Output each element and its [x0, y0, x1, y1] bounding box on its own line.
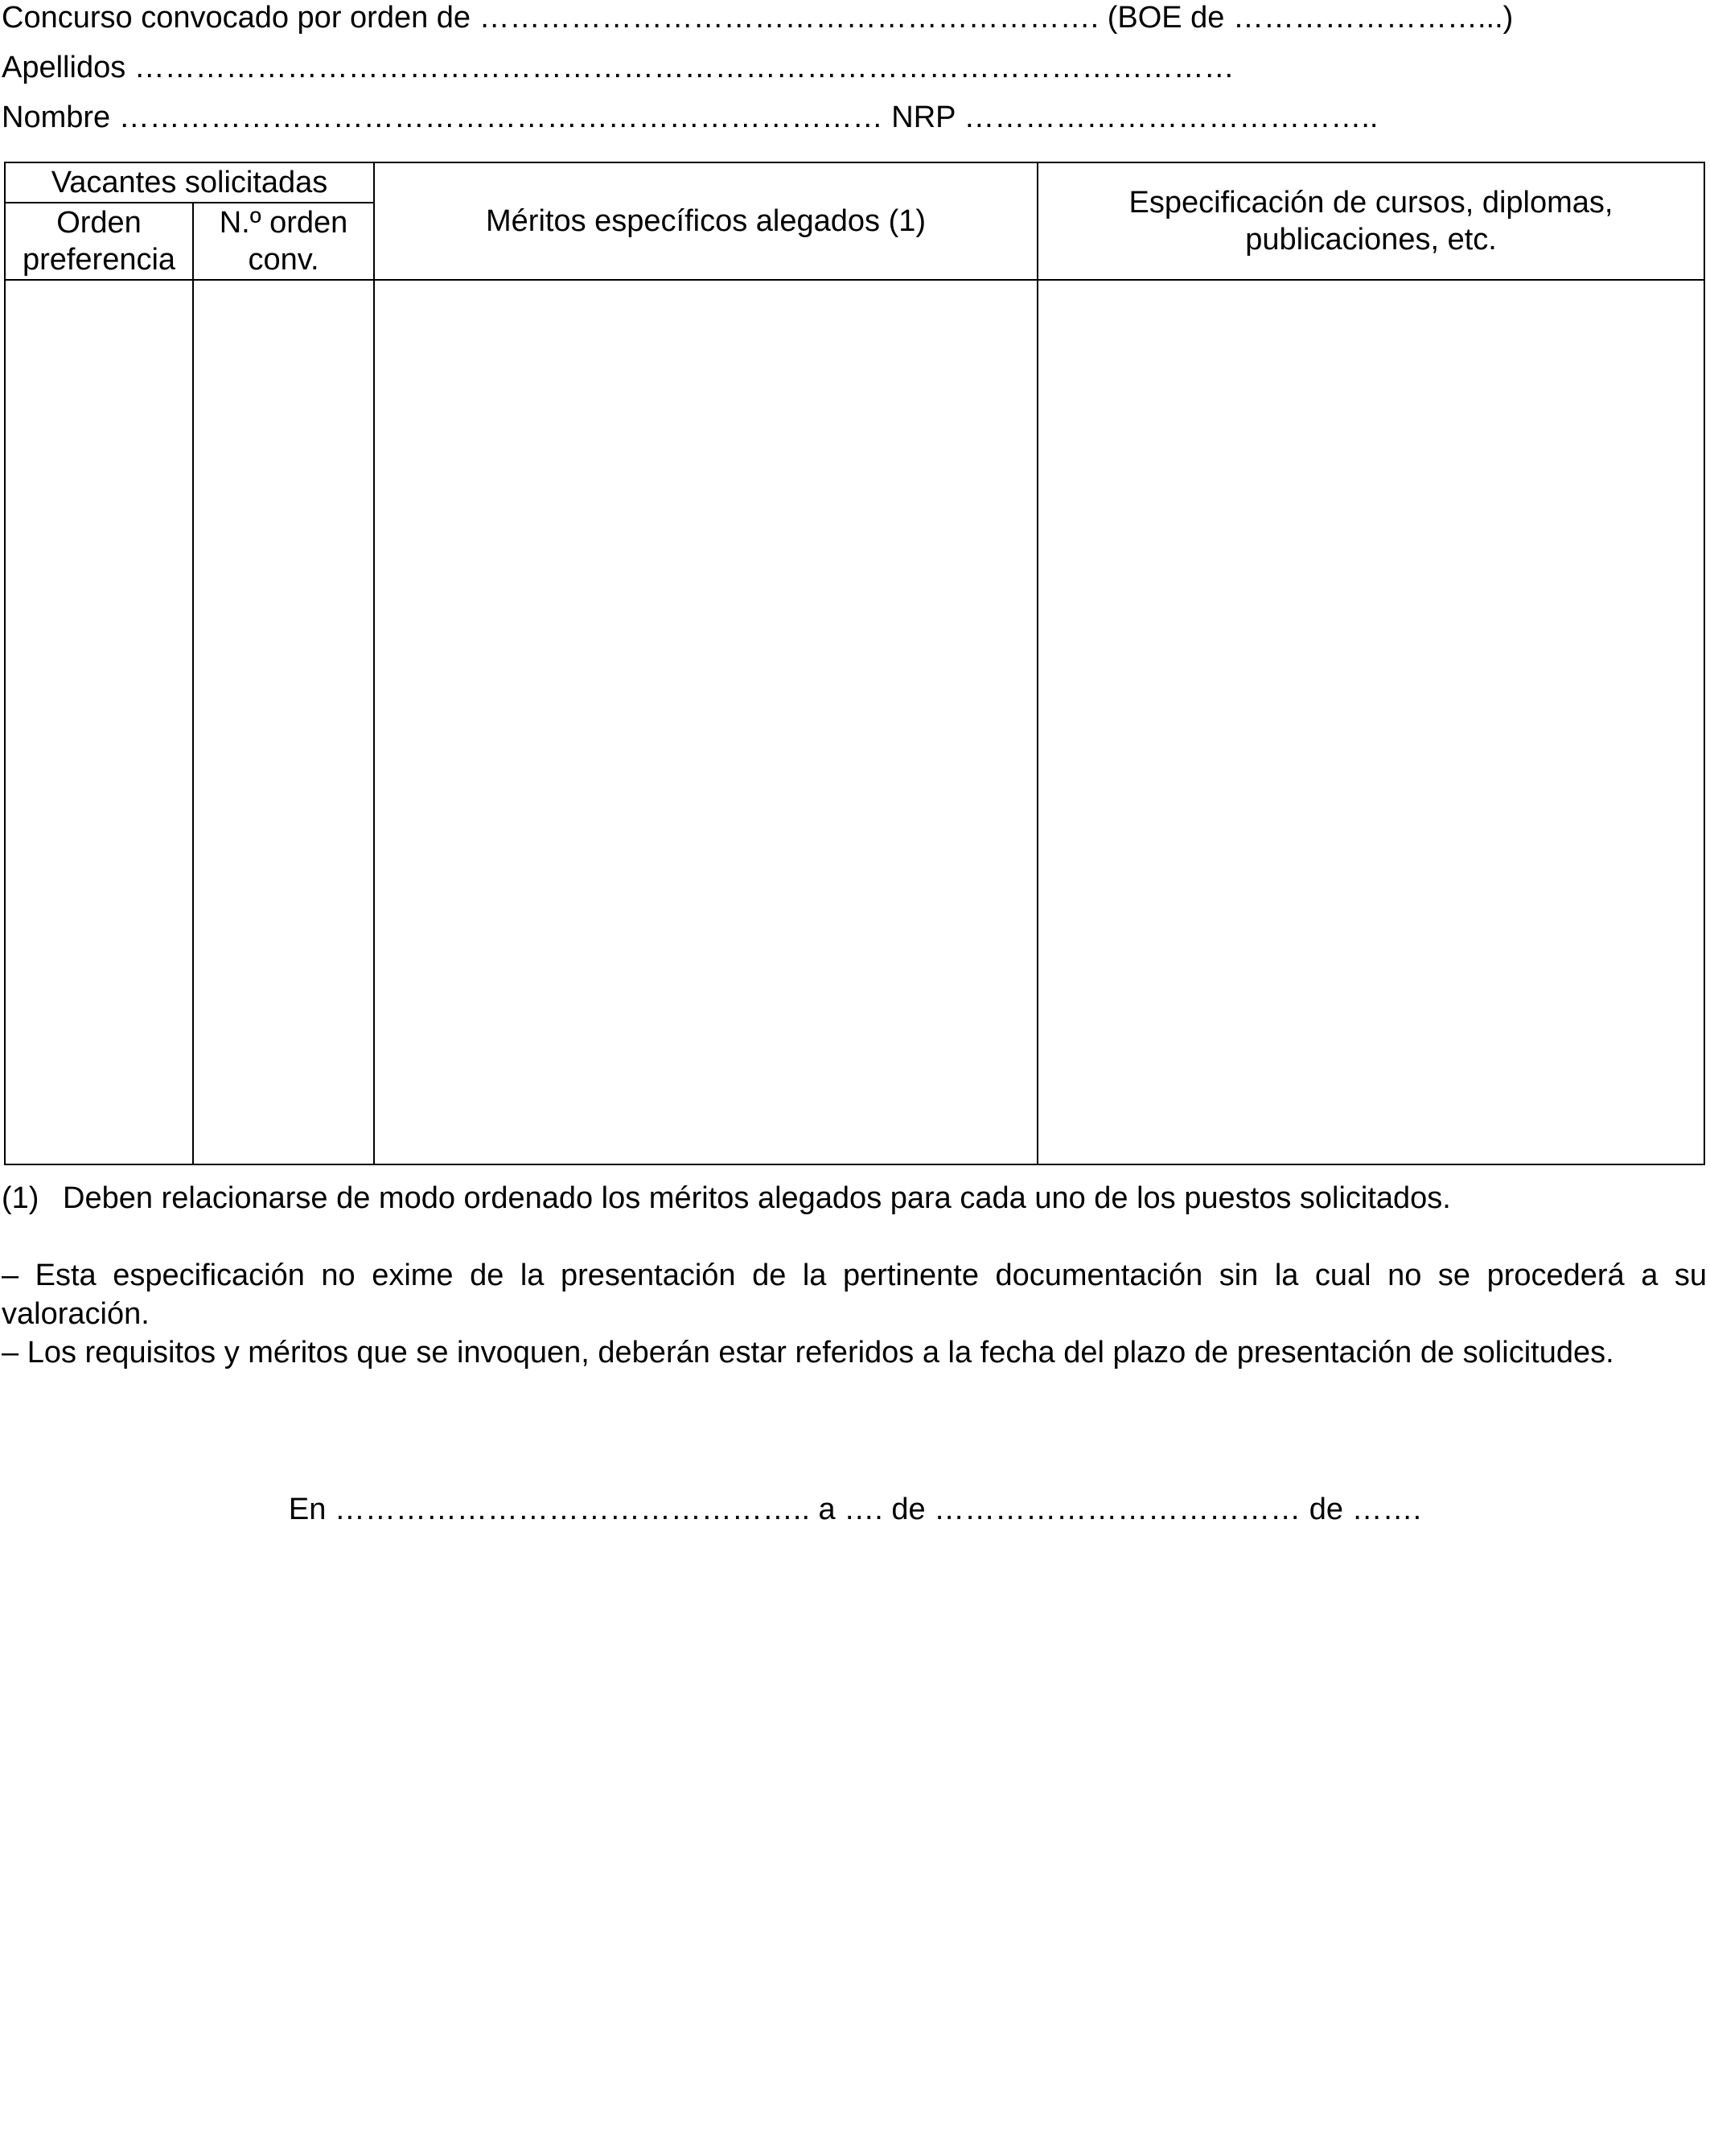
- vacantes-header: Vacantes solicitadas: [5, 162, 374, 203]
- numero-orden-header: N.º orden conv.: [193, 203, 374, 280]
- table-row: [5, 280, 1704, 1164]
- meritos-header: Méritos específicos alegados (1): [374, 162, 1038, 280]
- place-date-line: En ……………………………………….. a …. de ……………………………… de …….: [288, 1493, 1422, 1526]
- note-documentation: – Esta especificación no exime de la presentación de la pertinente documentación sin la cual no se procederá a su valoración.: [2, 1259, 1707, 1331]
- note-requirements: – Los requisitos y méritos que se invoquen, deberán estar referidos a la fecha del plazo de presentación de solicitudes.: [2, 1336, 1614, 1370]
- especificacion-cell[interactable]: [1038, 280, 1704, 1164]
- concurso-line: Concurso convocado por orden de ……………………………………………………. (BOE de ……………………...): [2, 1, 1514, 35]
- footnote: [2, 1179, 1707, 1218]
- orden-preferencia-cell[interactable]: [5, 280, 193, 1164]
- especificacion-header: Especificación de cursos, diplomas, publicaciones, etc.: [1038, 162, 1704, 280]
- meritos-cell[interactable]: [374, 280, 1038, 1164]
- apellidos-line: Apellidos ………………………………………………………………………………………………: [2, 51, 1235, 84]
- numero-orden-cell[interactable]: [193, 280, 374, 1164]
- nombre-nrp-line: Nombre ………………………………………………………………… NRP …………………………………..: [2, 101, 1379, 134]
- footnote-number: (1): [2, 1181, 39, 1215]
- footnote-text: Deben relacionarse de modo ordenado los méritos alegados para cada uno de los puestos solicitados.: [63, 1181, 1451, 1215]
- merits-table: [4, 162, 1705, 1165]
- orden-preferencia-header: Orden preferencia: [5, 203, 193, 280]
